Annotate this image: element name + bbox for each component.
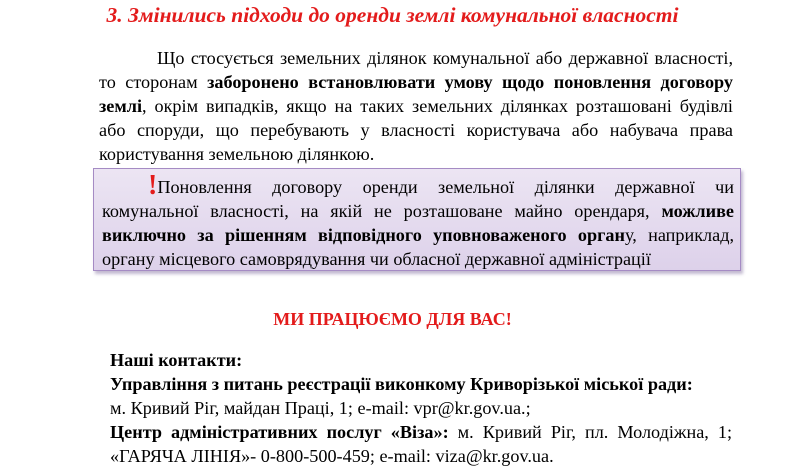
notice-text-part1: Поновлення договору оренди земельної ділянки державної чи комунальної власності, на якій не розташоване майно орендаря, [102, 177, 734, 221]
contact-org2-name: Центр адміністративних послуг «Віза»: [110, 422, 449, 442]
contacts-block [110, 348, 732, 468]
contact-org1-address: м. Кривий Ріг, майдан Праці, 1; e-mail: vpr@kr.gov.ua.; [110, 398, 531, 418]
section-heading: 3. Змінились підходи до оренди землі комунальної власності [106, 3, 679, 27]
intro-text-bold: заборонено встановлювати умову щодо поновлення договору землі [99, 72, 734, 116]
notice-box [93, 168, 741, 271]
exclamation-icon: ! [148, 170, 158, 201]
notice-text [102, 170, 734, 271]
intro-text-part2: , окрім випадків, якщо на таких земельних ділянках розташовані будівлі або споруди, що перебувають у власності користувача або набувача права користування земельною ділянкою. [99, 96, 733, 164]
notice-text-bold: можливе виключно за рішенням відповідного уповноваженого орган [102, 201, 734, 245]
contact-org2-address: м. Кривий Ріг, пл. Молодіжна, 1; «ГАРЯЧА ЛІНІЯ»- 0-800-500-459; e-mail: viza@kr.gov.ua. [110, 422, 732, 466]
contact-org1-name: Управління з питань реєстрації виконкому Криворізької міської ради: [110, 374, 693, 394]
tagline: МИ ПРАЦЮЄМО ДЛЯ ВАС! [273, 309, 512, 329]
contacts-title: Наші контакти: [110, 350, 243, 370]
notice-text-part2: у, наприклад, органу місцевого самоврядування чи обласної державної адміністрації [102, 225, 734, 269]
intro-paragraph [99, 46, 733, 166]
intro-text-part1: Що стосується земельних ділянок комунальної або державної власності, то сторонам [99, 48, 733, 92]
